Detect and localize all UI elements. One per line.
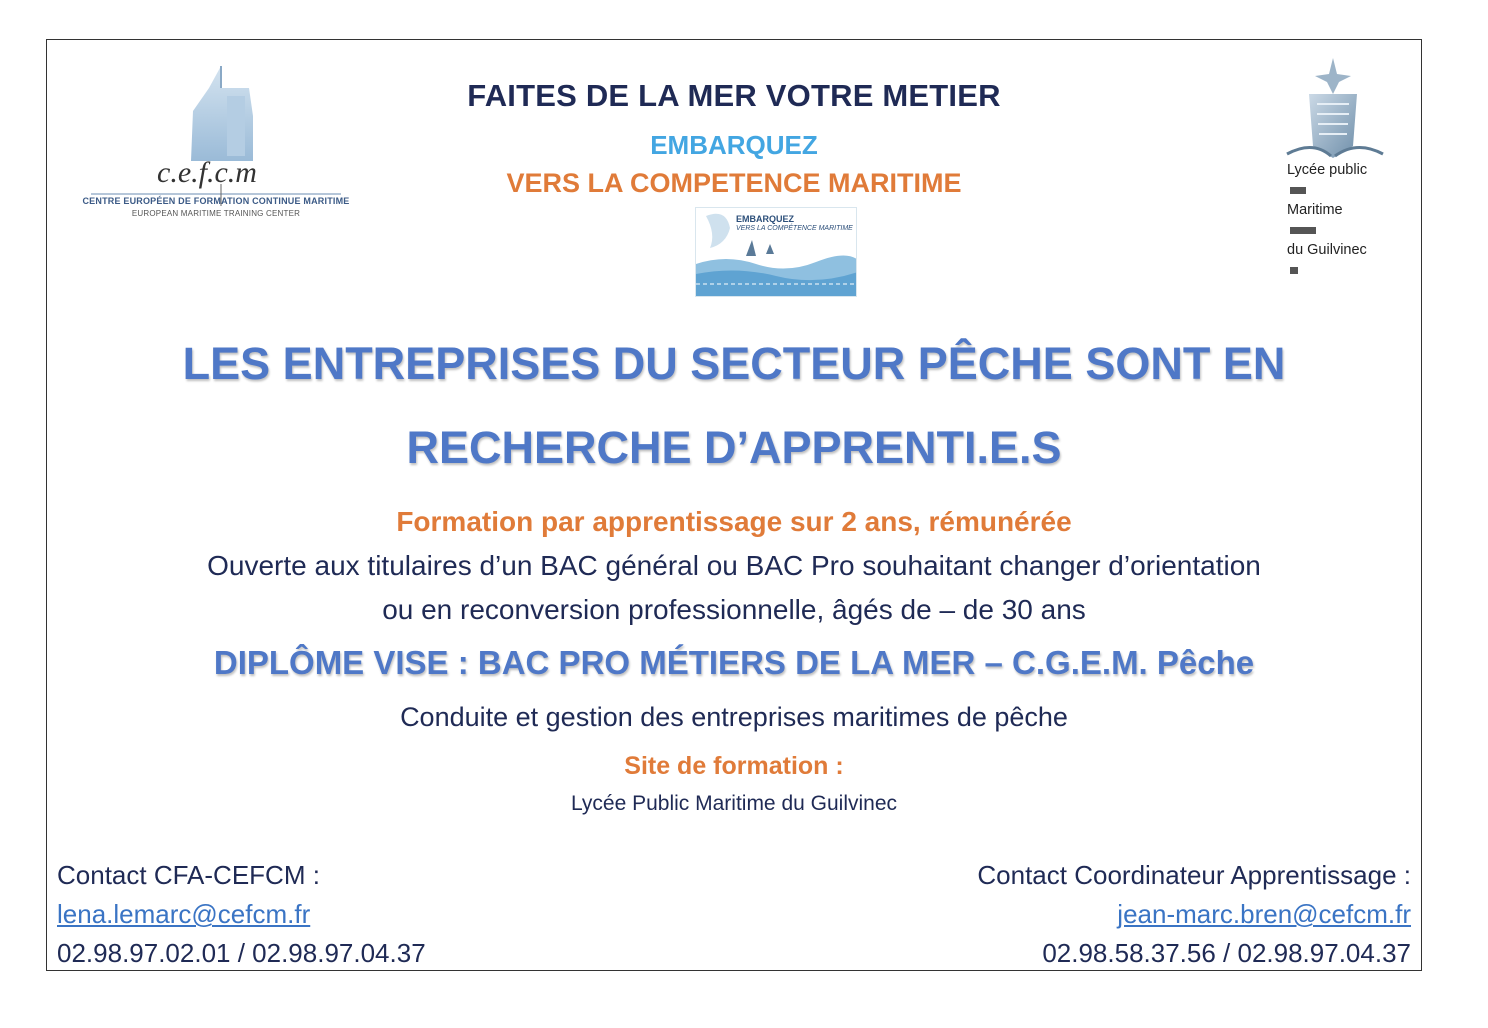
- embarquez-logo-subtitle: VERS LA COMPÉTENCE MARITIME: [736, 225, 853, 232]
- formation-subtitle: Formation par apprentissage sur 2 ans, rémunérée: [396, 506, 1072, 537]
- lycee-logo: [1273, 54, 1403, 258]
- contact-cfa: [57, 856, 426, 973]
- main-title-line2: RECHERCHE D’APPRENTI.E.S: [406, 422, 1062, 473]
- eligibility-line2: ou en reconversion professionnelle, âgés de – de 30 ans: [382, 594, 1086, 625]
- contact-cfa-label: Contact CFA-CEFCM :: [57, 860, 320, 890]
- diploma-title: DIPLÔME VISE : BAC PRO MÉTIERS DE LA MER – C.G.E.M. Pêche: [213, 644, 1255, 681]
- main-title-line1: LES ENTREPRISES DU SECTEUR PÊCHE SONT EN: [182, 338, 1286, 389]
- contact-cfa-phones: 02.98.97.02.01 / 02.98.97.04.37: [57, 938, 426, 968]
- embarquez-logo: [695, 207, 857, 297]
- eligibility-line1: Ouverte aux titulaires d’un BAC général ou BAC Pro souhaitant changer d’orientation: [207, 550, 1261, 581]
- embarquez-logo-title: EMBARQUEZ: [736, 214, 794, 224]
- contact-coordinator-label: Contact Coordinateur Apprentissage :: [977, 860, 1411, 890]
- contact-cfa-email-link[interactable]: lena.lemarc@cefcm.fr: [57, 899, 311, 929]
- training-site-name: Lycée Public Maritime du Guilvinec: [570, 792, 898, 815]
- training-site-label: Site de formation :: [624, 752, 844, 780]
- headline-competence: VERS LA COMPETENCE MARITIME: [506, 168, 962, 198]
- flyer-frame: [46, 39, 1422, 971]
- cefcm-fullname-fr: CENTRE EUROPÉEN DE FORMATION CONTINUE MARITIME: [82, 196, 350, 206]
- cefcm-name: c.e.f.c.m: [157, 156, 257, 189]
- contact-coordinator: [977, 856, 1411, 973]
- headline-metier: FAITES DE LA MER VOTRE METIER: [467, 78, 1001, 113]
- ship-icon: [1273, 54, 1403, 164]
- lycee-name: Lycée public Maritime du Guilvinec: [1273, 160, 1417, 280]
- contact-coordinator-phones: 02.98.58.37.56 / 02.98.97.04.37: [1042, 938, 1411, 968]
- contact-coordinator-email-link[interactable]: jean-marc.bren@cefcm.fr: [1117, 899, 1411, 929]
- headline-embarquez: EMBARQUEZ: [650, 130, 818, 160]
- diploma-description: Conduite et gestion des entreprises maritimes de pêche: [400, 702, 1068, 732]
- cefcm-fullname-en: EUROPEAN MARITIME TRAINING CENTER: [131, 209, 301, 218]
